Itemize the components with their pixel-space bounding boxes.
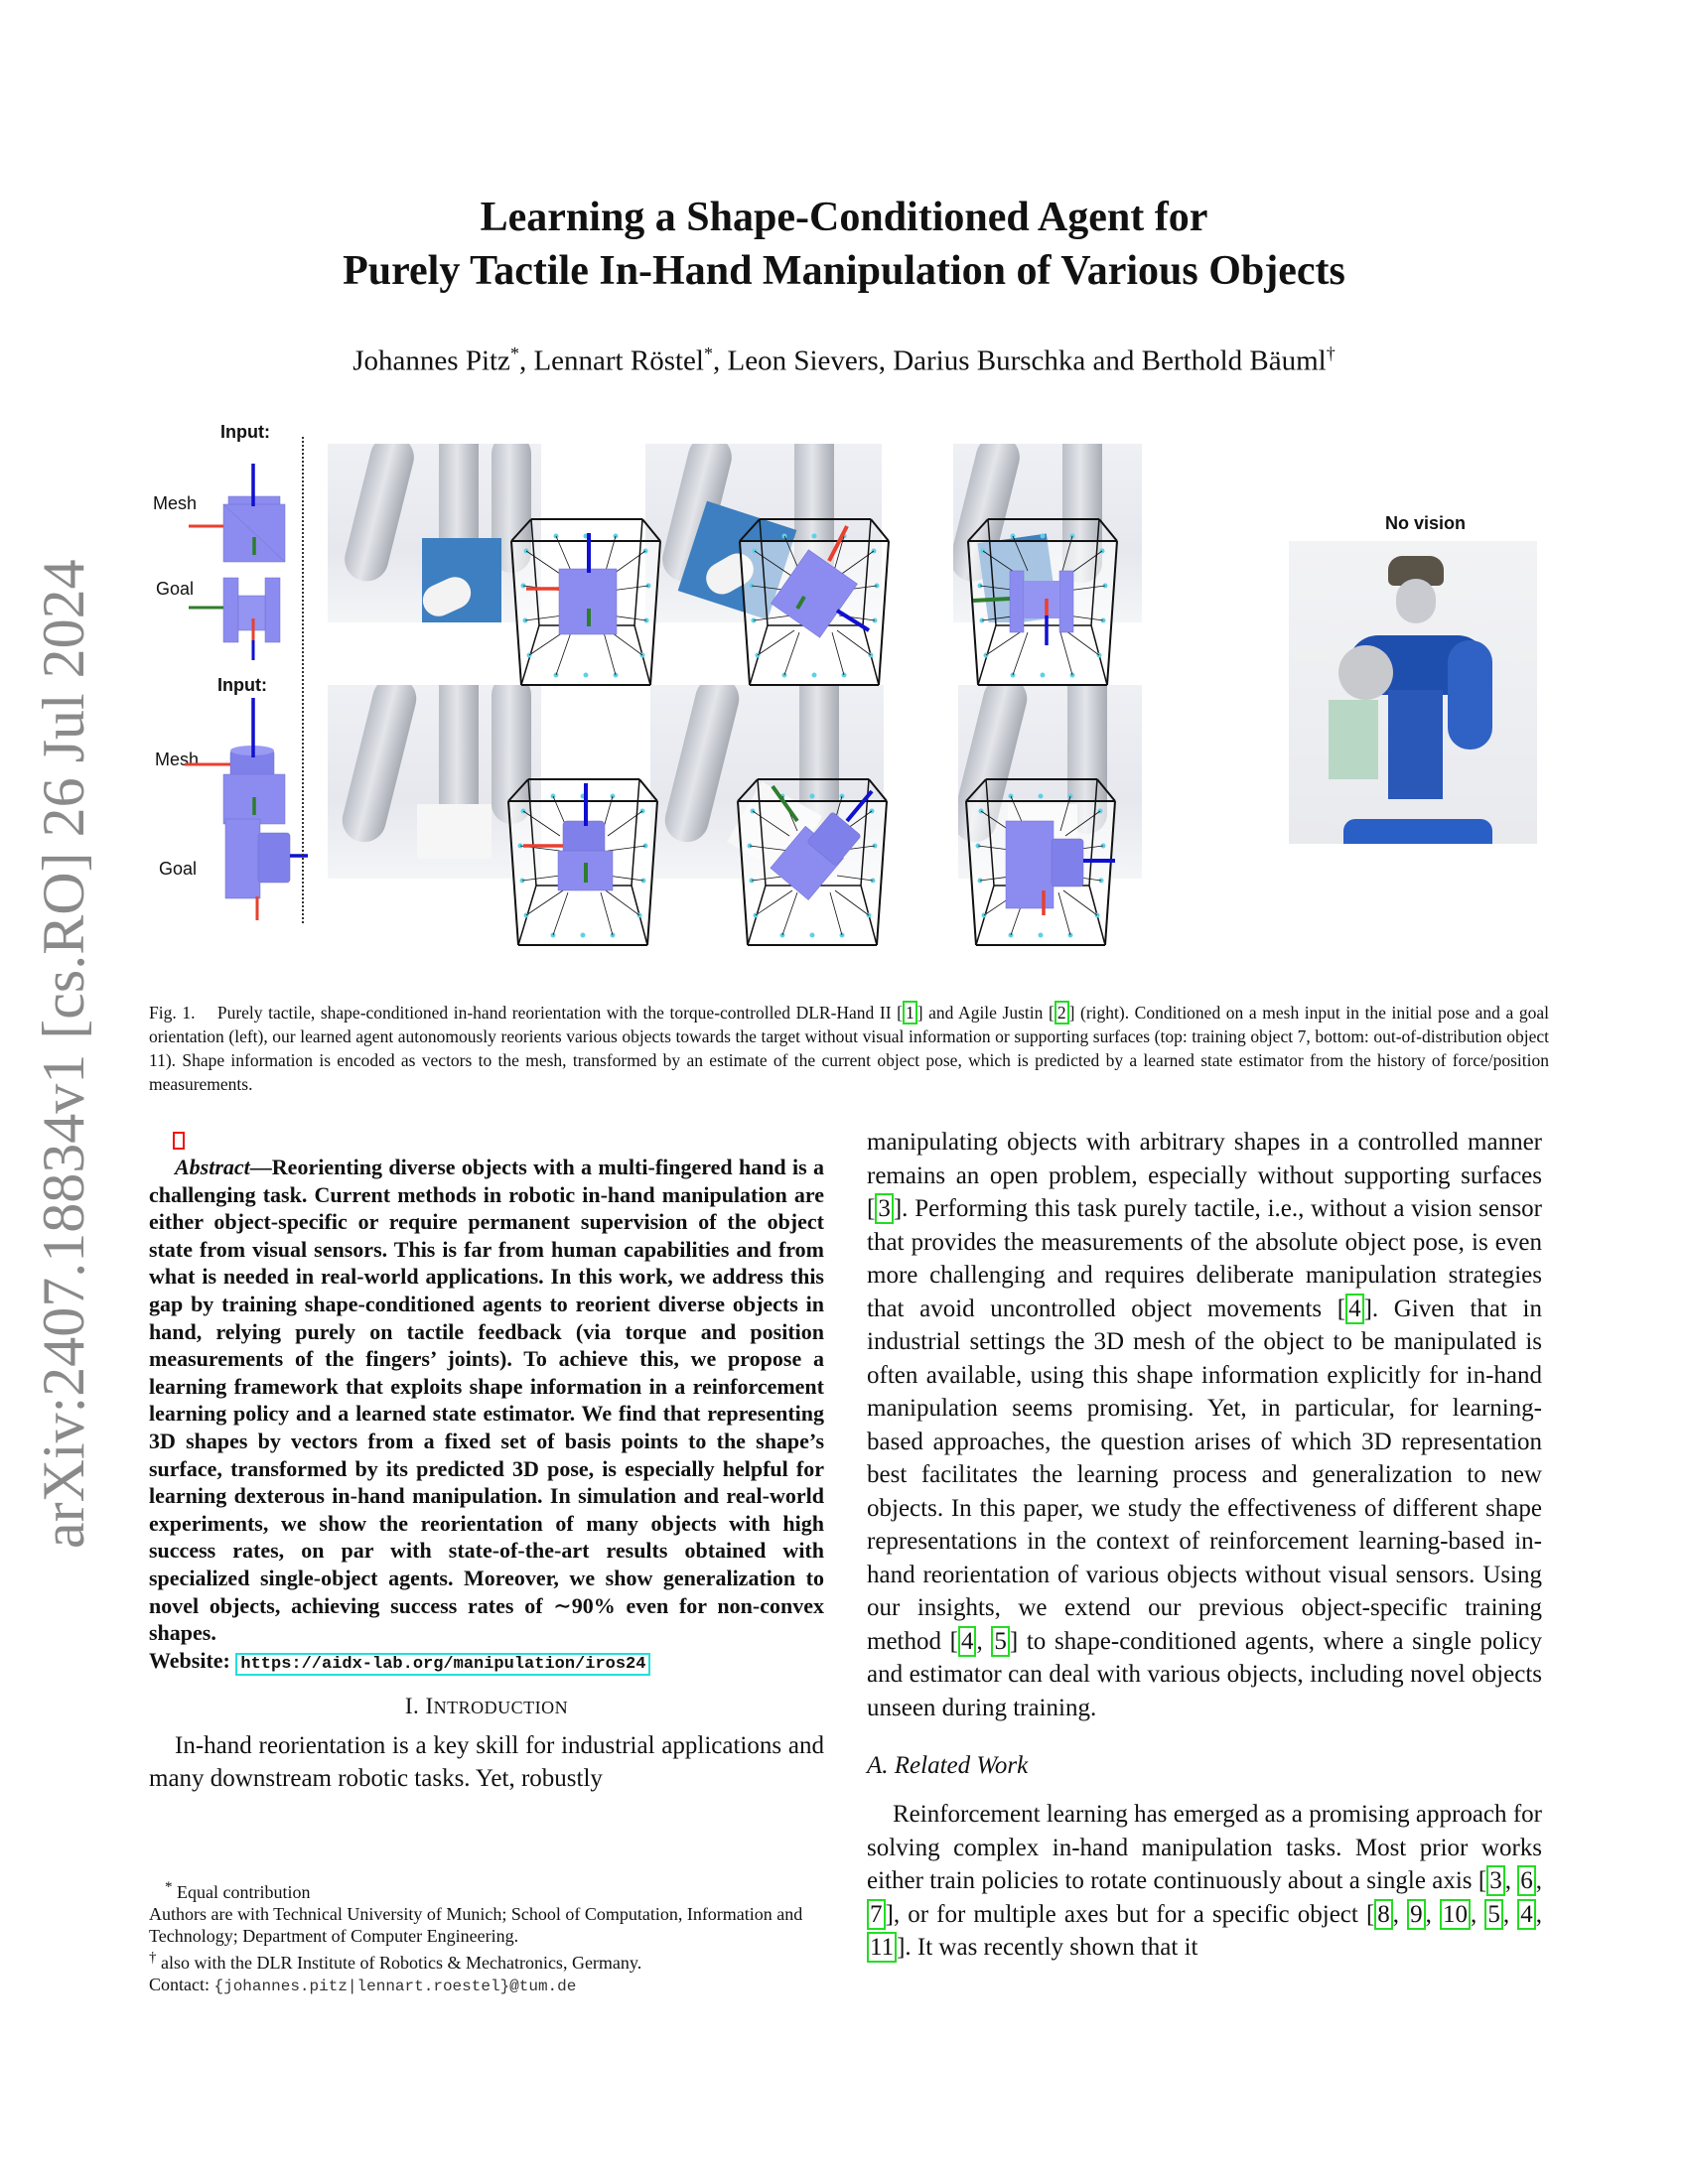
wirebox-bottom-1 <box>508 779 657 945</box>
bottom-mesh-label: Mesh <box>155 750 200 769</box>
bottom-input-label: Input: <box>217 675 267 695</box>
red-link-marker[interactable] <box>173 1132 185 1150</box>
basis-point-visualizations <box>149 422 1400 978</box>
footnote-affiliation: Authors are with Technical University of Munich; School of Computation, Information and Technology; Department of Computer Engineering. <box>149 1904 803 1946</box>
caption-text: (right). Conditioned on a mesh input in the initial pose and a goal orientation (left), our learned agent autonomously reorients various objects towards the target without visual information or supporting surfaces (top: training object 7, bottom: out-of-distribution object 11). Shape information is encoded as vectors to the mesh, transformed by an estimate of the current object pose, which is predicted by a learned state estimator from the history of force/position measurements. <box>149 1003 1549 1094</box>
left-column <box>149 1132 824 1796</box>
website-link[interactable]: https://aidx-lab.org/manipulation/iros24 <box>235 1653 650 1676</box>
website-label: Website: <box>149 1647 230 1673</box>
top-goal-label: Goal <box>156 579 195 599</box>
citation-link-11[interactable]: 11 <box>867 1932 897 1963</box>
intro-paragraph-left: In-hand reorientation is a key skill for industrial applications and many downstream robotic tasks. Yet, robustly <box>149 1731 824 1793</box>
website-line <box>149 1647 824 1678</box>
figure-1 <box>149 422 1549 978</box>
citation-link-4[interactable]: 4 <box>958 1626 977 1657</box>
footnotes <box>149 1876 834 1997</box>
citation-link-4[interactable]: 4 <box>1517 1899 1536 1930</box>
title-line-1: Learning a Shape-Conditioned Agent for <box>480 195 1208 240</box>
title-line-2: Purely Tactile In-Hand Manipulation of Various Objects <box>343 248 1345 294</box>
footnote-dlr: also with the DLR Institute of Robotics & Mechatronics, Germany. <box>161 1953 642 1973</box>
wirebox-top-2 <box>740 519 889 685</box>
no-vision-label: No vision <box>1385 513 1467 533</box>
subsection-heading-related-work: A. Related Work <box>867 1752 1029 1779</box>
author-list <box>0 343 1688 378</box>
section-title-rest: NTRODUCTION <box>433 1697 569 1717</box>
intro-text: to shape-conditioned agents, where a single policy and estimator can deal with various objects, including novel objects unseen during training. <box>867 1627 1542 1721</box>
intro-text: manipulating objects with arbitrary shapes in a controlled manner remains an open problem, especially without supporting surfaces <box>867 1129 1542 1189</box>
contact-emails: {johannes.pitz|lennart.roestel}@tum.de <box>213 1978 577 1995</box>
related-work-paragraph: Reinforcement learning has emerged as a promising approach for solving complex in-hand manipulation tasks. Most prior works either train policies to rotate continuously about a single axis [ 3 , 6 , 7 ], or for multiple axes but for a specific object [ 8 , 9 , 10 , 5 , 4 , 11 ]. It was recently shown that it <box>867 1801 1543 1961</box>
citation-link-9[interactable]: 9 <box>1407 1899 1426 1930</box>
footnote-contact-label: Contact: <box>149 1975 210 1994</box>
related-work-text: , or for multiple axes but for a specific object <box>893 1900 1366 1928</box>
footnote-mark: * <box>165 1879 173 1895</box>
citation-link-3[interactable]: 3 <box>875 1193 894 1224</box>
section-heading-introduction <box>149 1694 824 1719</box>
wirebox-bottom-3 <box>966 779 1115 945</box>
paper-title <box>0 191 1688 298</box>
agile-justin-robot-photo <box>1289 541 1537 844</box>
related-work-text: Reinforcement learning has emerged as a promising approach for solving complex in-hand manipulation tasks. Most prior works either train policies to rotate continuously about a single axis <box>867 1801 1542 1894</box>
arxiv-identifier-stamp: arXiv:2407.18834v1 [cs.RO] 26 Jul 2024 <box>31 559 96 1549</box>
citation-link-8[interactable]: 8 <box>1374 1899 1393 1930</box>
wirebox-top-3 <box>968 519 1117 685</box>
author-pitz: Johannes Pitz <box>352 344 510 377</box>
caption-text: and Agile Justin <box>922 1003 1049 1023</box>
intro-text: . Given that in industrial settings the 3D mesh of the object to be manipulated is often available, using this shape information explicitly for in-hand manipulation seems promising. Yet, in particular, for learning-based approaches, the question arises of which 3D representation best facilitates the learning process and generalization to new objects. In this paper, we study the effectiveness of different shape representations in the context of reinforcement learning-based in-hand reorientation of various objects without visual sensors. Using our insights, we extend our previous object-specific training method <box>867 1295 1542 1655</box>
footnote-mark: † <box>149 1950 157 1966</box>
citation-link-3[interactable]: 3 <box>1486 1865 1505 1896</box>
top-mesh-label: Mesh <box>153 493 198 513</box>
intro-text: . Performing this task purely tactile, i.e., without a vision sensor that provides the measurements of the absolute object pose, is even more challenging and requires deliberate manipulation strategies that avoid uncontrolled object movements <box>867 1195 1542 1322</box>
author-others: , Leon Sievers, Darius Burschka and Berthold Bäuml <box>712 344 1327 377</box>
right-column <box>867 1126 1542 1965</box>
citation-link-2[interactable]: 2 <box>1055 1001 1069 1024</box>
citation-link-5[interactable]: 5 <box>991 1626 1010 1657</box>
abstract-dash: — <box>249 1155 272 1179</box>
citation-link-7[interactable]: 7 <box>867 1899 886 1930</box>
figure-caption: Fig. 1. Purely tactile, shape-conditioned in-hand reorientation with the torque-controlled DLR-Hand II [ 1 ] and Agile Justin [ 2 ] (right). Conditioned on a mesh input in the initial pose and a goal orientation (left), our learned agent autonomously reorients various objects towards the target without visual information or supporting surfaces (top: training object 7, bottom: out-of-distribution object 11). Shape information is encoded as vectors to the mesh, transformed by an estimate of the current object pose, which is predicted by a learned state estimator from the history of force/position measurements. <box>149 1003 1549 1094</box>
caption-text: Purely tactile, shape-conditioned in-hand reorientation with the torque-controlled DLR-Hand II <box>216 1003 898 1023</box>
section-number: I. <box>404 1693 420 1718</box>
author-roestel: , Lennart Röstel <box>518 344 704 377</box>
equal-contribution-mark: * <box>509 343 519 363</box>
related-work-text: . It was recently shown that it <box>905 1934 1198 1961</box>
footnote-equal-contribution: Equal contribution <box>177 1882 311 1902</box>
citation-link-10[interactable]: 10 <box>1440 1899 1471 1930</box>
citation-link-5[interactable]: 5 <box>1484 1899 1503 1930</box>
wirebox-top-1 <box>511 519 660 685</box>
intro-paragraph-right: manipulating objects with arbitrary shapes in a controlled manner remains an open problem, especially without supporting surfaces [ 3 ]. Performing this task purely tactile, i.e., without a vision sensor that provides the measurements of the absolute object pose, is even more challenging and requires deliberate manipulation strategies that avoid uncontrolled object movements [ 4 ]. Given that in industrial settings the 3D mesh of the object to be manipulated is often available, using this shape information explicitly for in-hand manipulation seems promising. Yet, in particular, for learning-based approaches, the question arises of which 3D representation best facilitates the learning process and generalization to new objects. In this paper, we study the effectiveness of different shape representations in the context of reinforcement learning-based in-hand reorientation of various objects without visual sensors. Using our insights, we extend our previous object-specific training method [ 4 , 5 ] to shape-conditioned agents, where a single policy and estimator can deal with various objects, including novel objects unseen during training. <box>867 1129 1542 1721</box>
citation-link-6[interactable]: 6 <box>1517 1865 1536 1896</box>
abstract-label: Abstract <box>175 1155 250 1179</box>
bottom-goal-label: Goal <box>159 859 198 879</box>
equal-contribution-mark: * <box>703 343 713 363</box>
abstract-text: Reorienting diverse objects with a multi-fingered hand is a challenging task. Current methods in robotic in-hand manipulation are either object-specific or require permanent supervision of the object state from visual sensors. This is far from human capabilities and from what is needed in real-world applications. In this work, we address this gap by training shape-conditioned agents to reorient diverse objects in hand, relying purely on tactile feedback (via torque and position measurements of the fingers’ joints). To achieve this, we propose a learning framework that exploits shape information in a reinforcement learning policy and a learned state estimator. We find that representing 3D shapes by vectors from a fixed set of basis points to the shape’s surface, transformed by its predicted 3D pose, is especially helpful for learning dexterous in-hand manipulation. In simulation and real-world experiments, we show the reorientation of many objects with high success rates, on par with state-of-the-art results obtained with specialized single-object agents. Moreover, we show generalization to novel objects, achieving success rates of ∼90% even for non-convex shapes. <box>149 1155 824 1646</box>
citation-link-1[interactable]: 1 <box>903 1001 917 1024</box>
section-title-first: I <box>425 1693 434 1718</box>
caption-label: Fig. 1. <box>149 1003 196 1023</box>
citation-link-4[interactable]: 4 <box>1345 1294 1364 1324</box>
wirebox-bottom-2 <box>738 779 887 945</box>
abstract <box>149 1154 824 1647</box>
dagger-mark: † <box>1326 343 1336 363</box>
top-input-label: Input: <box>220 422 270 442</box>
